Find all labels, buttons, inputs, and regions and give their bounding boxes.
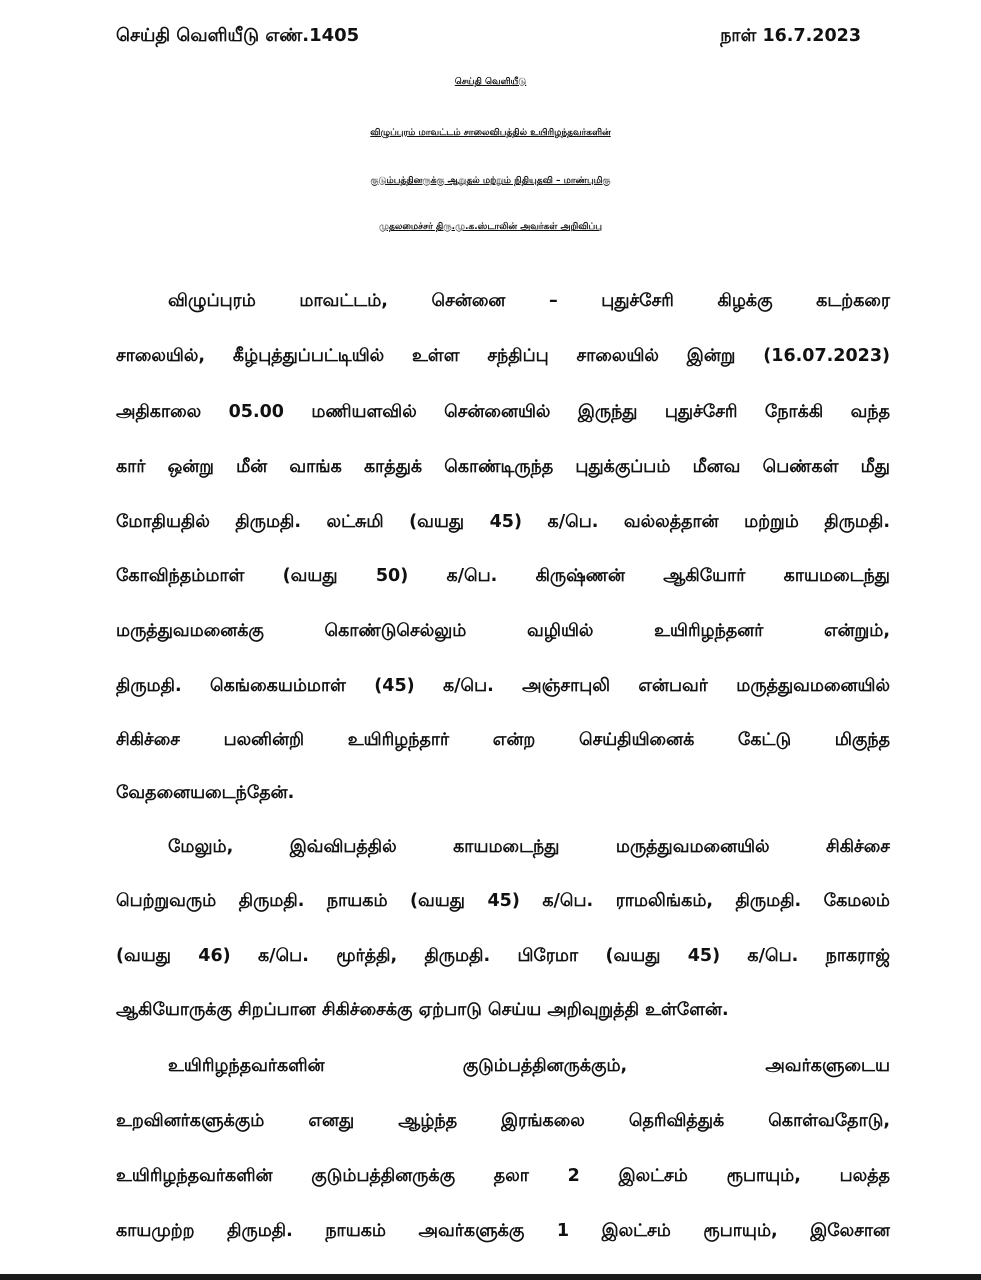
paragraph-1-line-2: சாலையில், கீழ்புத்துப்பட்டியில் உள்ள சந்திப்பு சாலையில் இன்று (16.07.2023) xyxy=(116,346,890,366)
paragraph-2-line-4: ஆகியோருக்கு சிறப்பான சிகிச்சைக்கு ஏற்பாடு செய்ய அறிவுறுத்தி உள்ளேன். xyxy=(116,1000,729,1020)
page-bottom-edge xyxy=(0,1274,981,1280)
release-number: செய்தி வெளியீடு எண்.1405 xyxy=(116,25,360,46)
release-label: செய்தி வெளியீடு xyxy=(454,77,527,87)
header-row xyxy=(116,22,861,50)
paragraph-1-line-9: சிகிச்சை பலனின்றி உயிரிழந்தார் என்ற செய்தியினைக் கேட்டு மிகுந்த xyxy=(116,730,890,750)
paragraph-3-line-4: காயமுற்ற திருமதி. நாயகம் அவர்களுக்கு 1 இலட்சம் ரூபாயும், இலேசான xyxy=(116,1221,890,1241)
paragraph-2-line-2: பெற்றுவரும் திருமதி. நாயகம் (வயது 45) க/பெ. ராமலிங்கம், திருமதி. கேமலம் xyxy=(116,891,890,911)
release-date: நாள் 16.7.2023 xyxy=(720,26,861,46)
title-line-1: விழுப்புரம் மாவட்டம் சாலைவிபத்தில் உயிரிழந்தவர்களின் xyxy=(370,128,611,138)
paragraph-1-line-3: அதிகாலை 05.00 மணியளவில் சென்னையில் இருந்து புதுச்சேரி நோக்கி வந்த xyxy=(116,402,890,422)
title-line-3: முதலமைச்சர் திரு.மு.க.ஸ்டாலின் அவர்கள் அறிவிப்பு xyxy=(379,222,602,232)
title-line-2: குடும்பத்தினருக்கு ஆறுதல் மற்றும் நிதியுதவி – மாண்புமிகு xyxy=(370,176,611,186)
paragraph-1-line-1: விழுப்புரம் மாவட்டம், சென்னை – புதுச்சேரி கிழக்கு கடற்கரை xyxy=(168,291,890,311)
paragraph-3-line-2: உறவினர்களுக்கும் எனது ஆழ்ந்த இரங்கலை தெரிவித்துக் கொள்வதோடு, xyxy=(116,1111,890,1131)
paragraph-1-line-8: திருமதி. கெங்கையம்மாள் (45) க/பெ. அஞ்சாபுலி என்பவர் மருத்துவமனையில் xyxy=(116,676,890,696)
paragraph-1-line-5: மோதியதில் திருமதி. லட்சுமி (வயது 45) க/பெ. வல்லத்தான் மற்றும் திருமதி. xyxy=(116,512,890,532)
paragraph-3-line-1: உயிரிழந்தவர்களின் குடும்பத்தினருக்கும், அவர்களுடைய xyxy=(168,1056,890,1076)
paragraph-1-line-7: மருத்துவமனைக்கு கொண்டுசெல்லும் வழியில் உயிரிழந்தனர் என்றும், xyxy=(116,621,890,641)
paragraph-2-line-3: (வயது 46) க/பெ. மூர்த்தி, திருமதி. பிரேமா (வயது 45) க/பெ. நாகராஜ் xyxy=(116,946,890,966)
paragraph-2-line-1: மேலும், இவ்விபத்தில் காயமடைந்து மருத்துவமனையில் சிகிச்சை xyxy=(168,837,890,857)
paragraph-1-line-10: வேதனையடைந்தேன். xyxy=(116,783,295,803)
paragraph-1-line-4: கார் ஒன்று மீன் வாங்க காத்துக் கொண்டிருந்த புதுக்குப்பம் மீனவ பெண்கள் மீது xyxy=(116,457,890,477)
paragraph-1-line-6: கோவிந்தம்மாள் (வயது 50) க/பெ. கிருஷ்ணன் ஆகியோர் காயமடைந்து xyxy=(116,566,890,586)
paragraph-3-line-3: உயிரிழந்தவர்களின் குடும்பத்தினருக்கு தலா 2 இலட்சம் ரூபாயும், பலத்த xyxy=(116,1166,890,1186)
